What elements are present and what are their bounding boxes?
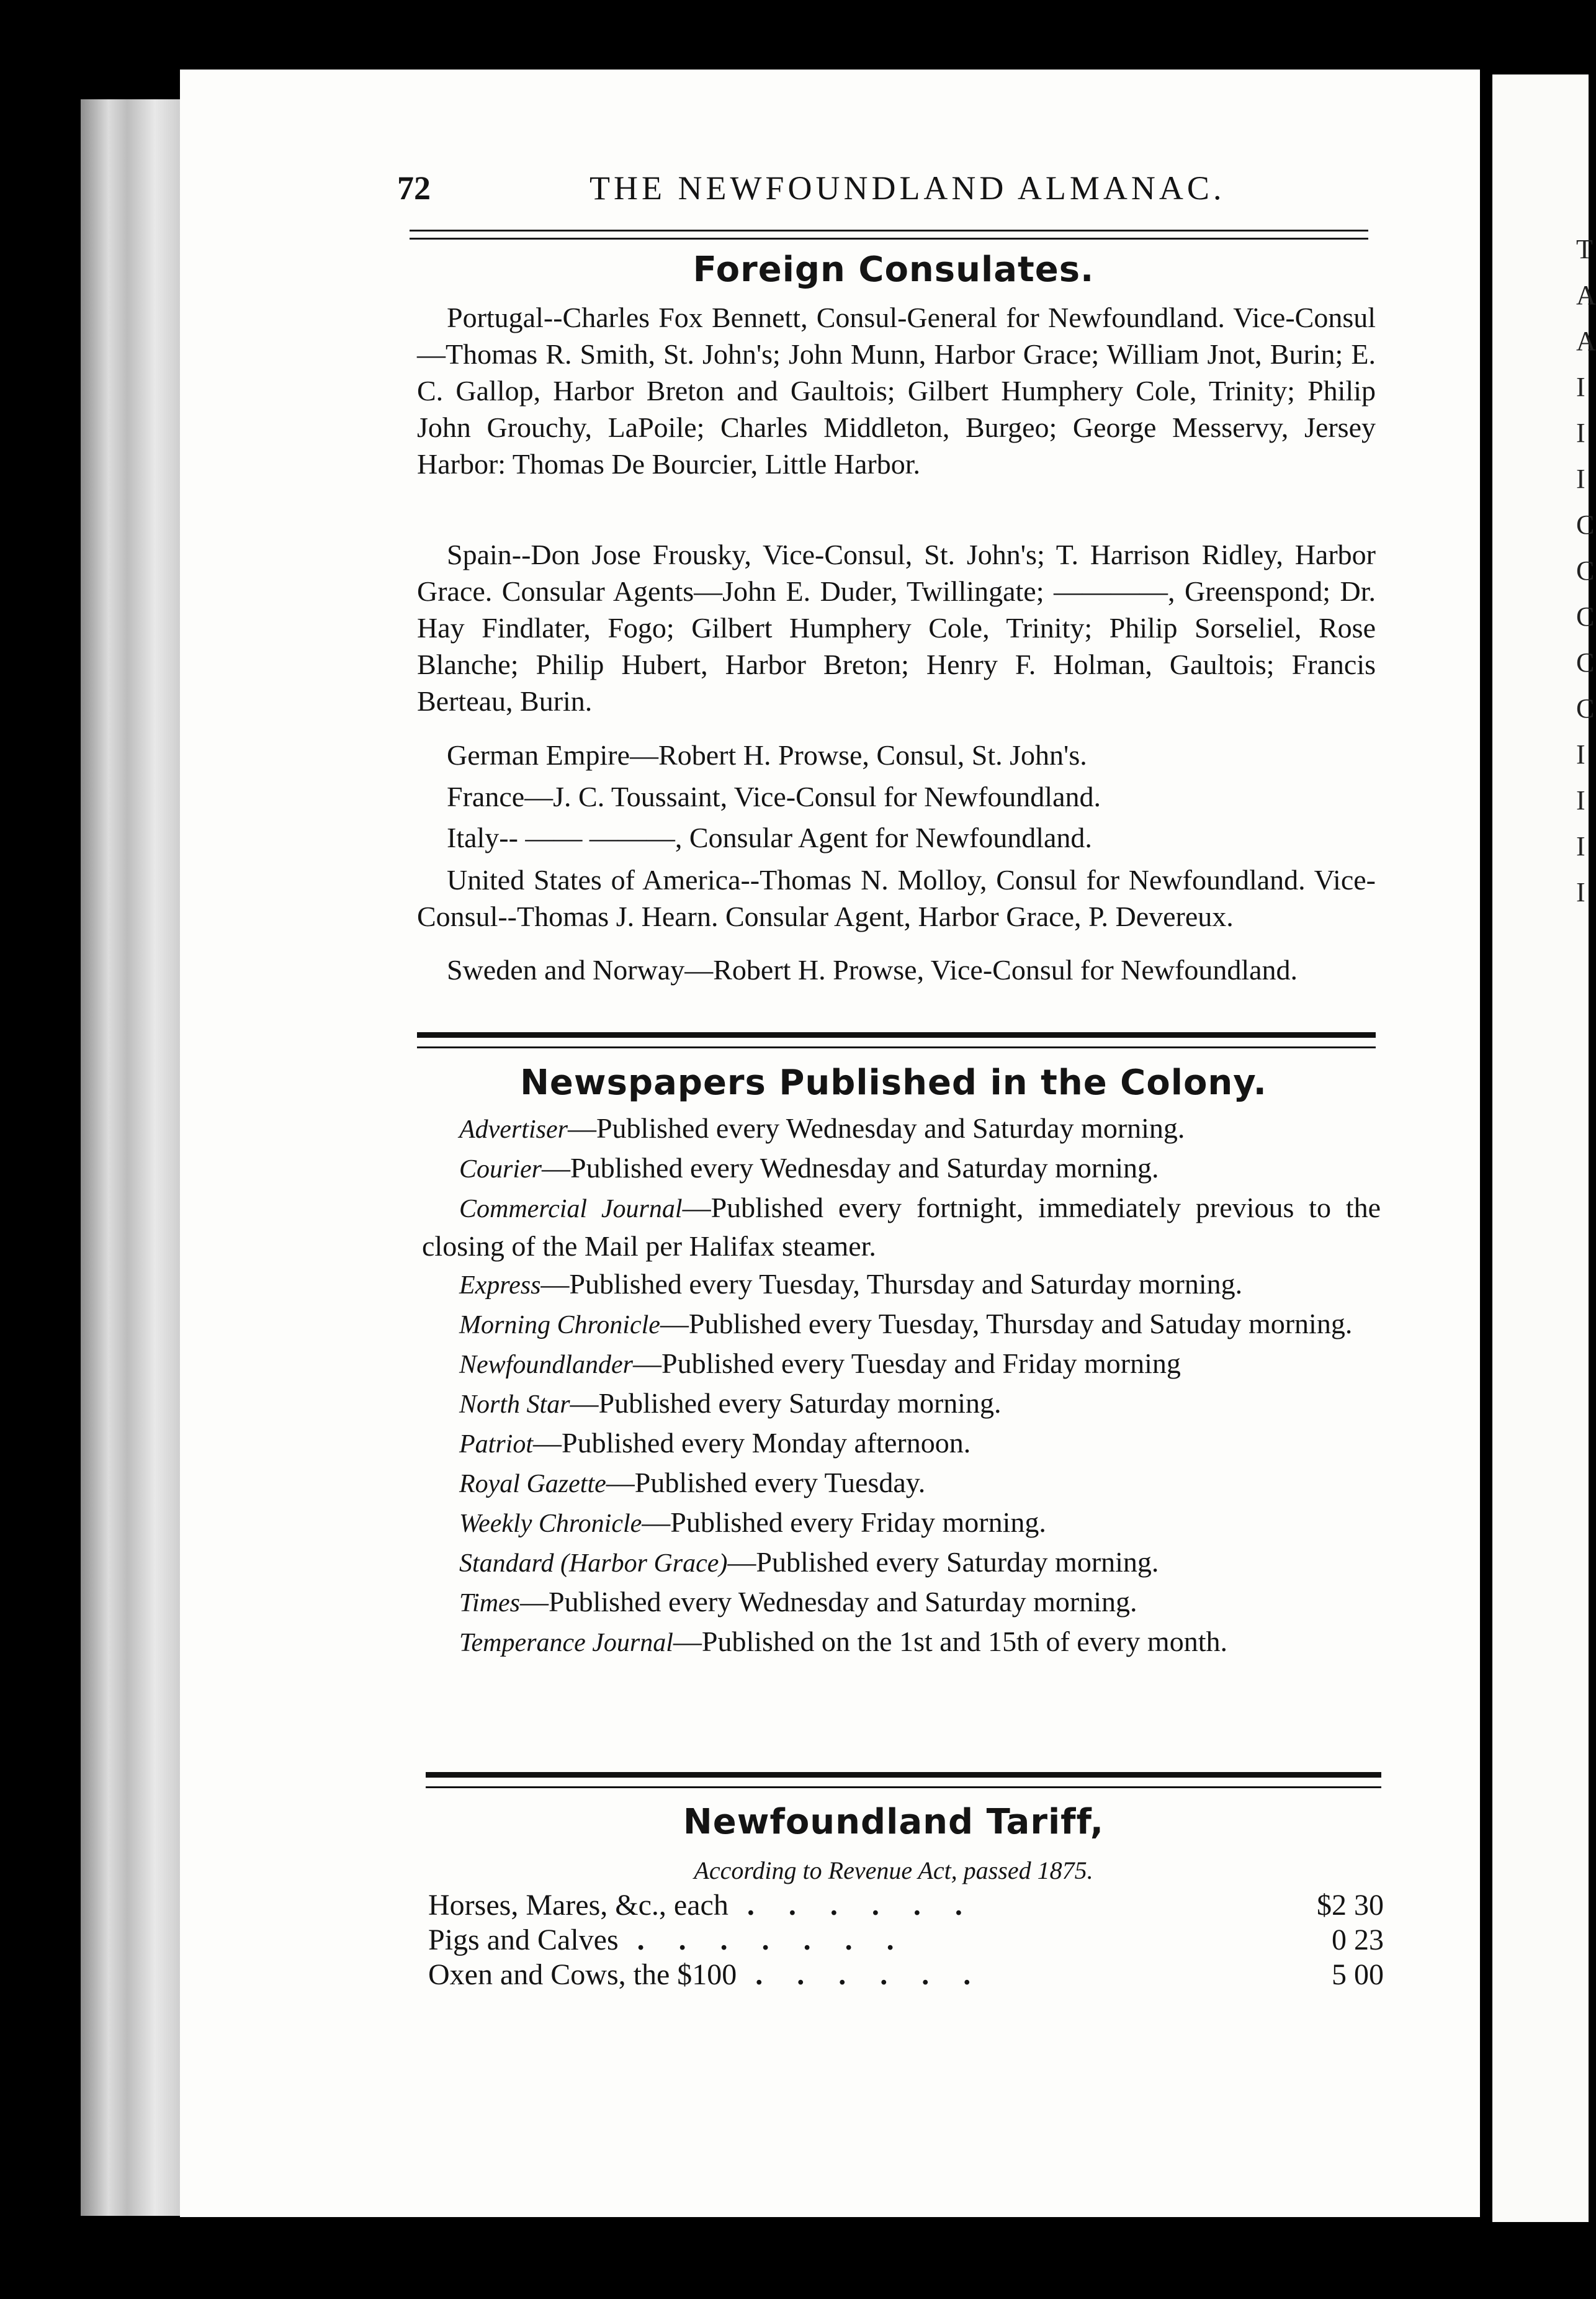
edge-fragment: A [1576, 326, 1596, 356]
newspaper-schedule: —Published every fortnight, immediately previous to the closing of the Mail per Halifax steamer. [422, 1192, 1381, 1262]
consulate-entry: United States of America--Thomas N. Molloy, Consul for Newfoundland. Vice-Consul--Thomas J. Hearn. Consular Agent, Harbor Grace, P. Devereux. [417, 864, 1376, 932]
tariff-item: Horses, Mares, &c., each [428, 1889, 729, 1922]
running-title: THE NEWFOUNDLAND ALMANAC. [590, 169, 1226, 207]
newspaper-name: Courier [459, 1155, 542, 1184]
newspaper-entry [422, 1464, 1381, 1503]
newspaper-entry [422, 1110, 1381, 1148]
tariff-row [428, 1958, 1384, 1992]
consulate-entry: Spain--Don Jose Frousky, Vice-Consul, St. John's; T. Harrison Ridley, Harbor Grace. Consular Agents—John E. Duder, Twillingate; ————, Greenspond; Dr. Hay Findlater, Fogo; Gilbert Humphery Cole, Trinity; Philip Sorseliel, Rose Blanche; Philip Hubert, Harbor Breton; Henry F. Holman, Gaultois; Francis Berteau, Burin. [417, 539, 1376, 717]
newspaper-schedule: —Published every Wednesday and Saturday morning. [520, 1586, 1137, 1617]
tariff-row [428, 1888, 1384, 1923]
header-rule [410, 230, 1368, 240]
edge-fragment: C [1576, 647, 1595, 678]
newspaper-name: Weekly Chronicle [459, 1509, 642, 1538]
newspaper-name: Times [459, 1589, 521, 1617]
tariff-price: $2 30 [1317, 1889, 1384, 1922]
leader-dots: ...... [746, 1889, 997, 1922]
newspaper-name: Morning Chronicle [459, 1311, 660, 1339]
consulate-entry: Portugal--Charles Fox Bennett, Consul-General for Newfoundland. Vice-Consul—Thomas R. Smith, St. John's; John Munn, Harbor Grace; William Jnot, Burin; E. C. Gallop, Harbor Breton and Gaultois; Gilbert Humphery Cole, Trinity; Philip John Grouchy, LaPoile; Charles Middleton, Burgeo; George Messervy, Jersey Harbor: Thomas De Bourcier, Little Harbor. [417, 302, 1376, 480]
newspaper-schedule: —Published every Saturday morning. [727, 1546, 1159, 1578]
newspaper-entry [422, 1189, 1381, 1264]
tariff-row [428, 1923, 1384, 1958]
leader-dots: ....... [637, 1923, 928, 1956]
newspaper-name: Standard (Harbor Grace) [459, 1549, 728, 1578]
newspaper-entry [422, 1544, 1381, 1582]
newspaper-name: Royal Gazette [459, 1470, 606, 1498]
newspaper-schedule: —Published every Monday afternoon. [533, 1427, 971, 1459]
newspaper-name: Express [459, 1271, 541, 1300]
newspaper-name: North Star [459, 1390, 570, 1419]
consulate-entry: German Empire—Robert H. Prowse, Consul, St. John's. [447, 739, 1087, 771]
newspaper-schedule: —Published every Tuesday, Thursday and Saturday morning. [540, 1268, 1243, 1300]
newspaper-schedule: —Published every Friday morning. [642, 1506, 1046, 1538]
edge-fragment: I [1576, 785, 1585, 816]
edge-fragment: C [1576, 601, 1595, 632]
newspaper-schedule: —Published every Tuesday and Friday morning [633, 1347, 1181, 1379]
edge-fragment: I [1576, 831, 1585, 862]
newspaper-entry [422, 1266, 1381, 1304]
newspaper-entry [422, 1623, 1381, 1662]
running-head [397, 169, 1365, 212]
consulate-entry: France—J. C. Toussaint, Vice-Consul for Newfoundland. [447, 781, 1101, 812]
tariff-item: Oxen and Cows, the $100 [428, 1958, 737, 1991]
edge-fragment: T [1576, 234, 1593, 264]
newspapers-list [422, 1110, 1381, 1663]
tariff-heading: Newfoundland Tariff, [683, 1802, 1105, 1842]
tariff-price: 0 23 [1332, 1923, 1384, 1956]
adjacent-page-edge-text [1576, 234, 1596, 925]
edge-fragment: I [1576, 877, 1585, 907]
newspaper-entry [422, 1424, 1381, 1463]
tariff-item: Pigs and Calves [428, 1923, 619, 1956]
consulate-entry: Sweden and Norway—Robert H. Prowse, Vice-Consul for Newfoundland. [447, 954, 1298, 986]
newspaper-schedule: —Published every Tuesday. [606, 1467, 926, 1498]
tariff-table [428, 1888, 1384, 1992]
section-rule [426, 1772, 1381, 1788]
newspaper-entry [422, 1150, 1381, 1188]
edge-fragment: C [1576, 693, 1595, 724]
newspaper-entry [422, 1345, 1381, 1383]
newspaper-entry [422, 1583, 1381, 1622]
newspaper-schedule: —Published on the 1st and 15th of every month. [673, 1626, 1227, 1657]
consulates-heading: Foreign Consulates. [693, 250, 1095, 290]
adjacent-page [1492, 74, 1596, 2222]
newspaper-schedule: —Published every Tuesday, Thursday and Satuday morning. [660, 1308, 1353, 1339]
section-rule [417, 1032, 1376, 1048]
edge-fragment: C [1576, 510, 1595, 540]
newspaper-name: Advertiser [459, 1115, 568, 1144]
consulate-entry: Italy-- —— ———, Consular Agent for Newfoundland. [447, 822, 1092, 853]
page-number: 72 [397, 169, 431, 207]
leader-dots: ...... [755, 1958, 1005, 1991]
newspaper-schedule: —Published every Wednesday and Saturday morning. [567, 1112, 1185, 1144]
tariff-subheading: According to Revenue Act, passed 1875. [694, 1856, 1093, 1884]
edge-fragment: I [1576, 464, 1585, 494]
newspapers-heading: Newspapers Published in the Colony. [520, 1063, 1267, 1103]
newspaper-entry [422, 1305, 1381, 1344]
newspaper-schedule: —Published every Saturday morning. [570, 1387, 1002, 1419]
newspaper-name: Commercial Journal [459, 1195, 683, 1223]
edge-fragment: I [1576, 739, 1585, 770]
newspaper-name: Temperance Journal [459, 1629, 673, 1657]
newspaper-schedule: —Published every Wednesday and Saturday morning. [542, 1152, 1159, 1184]
newspaper-name: Newfoundlander [459, 1351, 633, 1379]
edge-fragment: C [1576, 556, 1595, 586]
edge-fragment: I [1576, 372, 1585, 402]
newspaper-name: Patriot [459, 1430, 534, 1459]
tariff-price: 5 00 [1332, 1958, 1384, 1991]
newspaper-entry [422, 1504, 1381, 1542]
edge-fragment: A [1576, 280, 1596, 310]
newspaper-entry [422, 1385, 1381, 1423]
edge-fragment: I [1576, 418, 1585, 448]
